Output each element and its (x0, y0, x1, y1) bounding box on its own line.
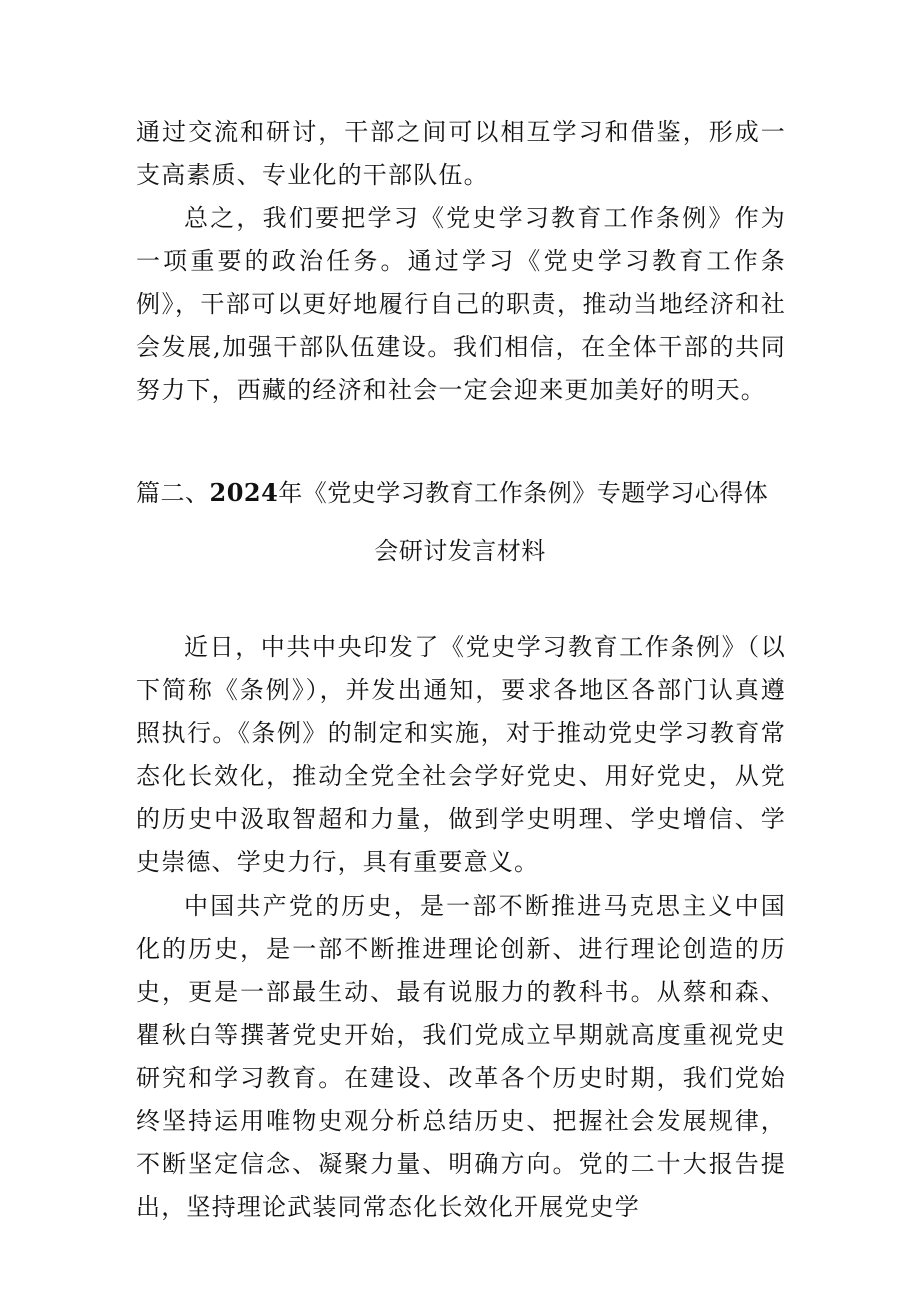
paragraph-intro: 近日，中共中央印发了《党史学习教育工作条例》（以下简称《条例》），并发出通知，要求各地区各部门认真遵照执行。《条例》的制定和实施，对于推动党史学习教育常态化长效化，推动全党全社会学好党史、用好党史，从党的历史中汲取智超和力量，做到学史明理、学史增信、学史崇德、学史力行，具有重要意义。 (136, 633, 786, 876)
paragraph-history: 中国共产党的历史，是一部不断推进马克思主义中国化的历史，是一部不断推进理论创新、进行理论创造的历史，更是一部最生动、最有说服力的教科书。从蔡和森、瞿秋白等撰著党史开始，我们党成立早期就高度重视党史研究和学习教育。在建设、改革各个历史时期，我们党始终坚持运用唯物史观分析总结历史、把握社会发展规律，不断坚定信念、凝聚力量、明确方向。党的二十大报告提出，坚持理论武装同常态化长效化开展党史学 (136, 892, 786, 1221)
paragraph-conclusion: 总之，我们要把学习《党史学习教育工作条例》作为一项重要的政治任务。通过学习《党史学习教育工作条例》，干部可以更好地履行自己的职责，推动当地经济和社会发展,加强干部队伍建设。我们相信，在全体干部的共同努力下，西藏的经济和社会一定会迎来更加美好的明天。 (136, 204, 786, 404)
paragraph-continuation: 通过交流和研讨，干部之间可以相互学习和借鉴，形成一支高素质、专业化的干部队伍。 (136, 118, 786, 189)
section-heading-line1 (136, 478, 768, 508)
heading-year: 2024 (209, 478, 279, 507)
section-heading-line2: 会研讨发言材料 (374, 537, 546, 565)
heading-prefix: 篇二、 (136, 479, 210, 507)
heading-title-rest: 年《党史学习教育工作条例》专题学习心得体 (278, 479, 769, 507)
